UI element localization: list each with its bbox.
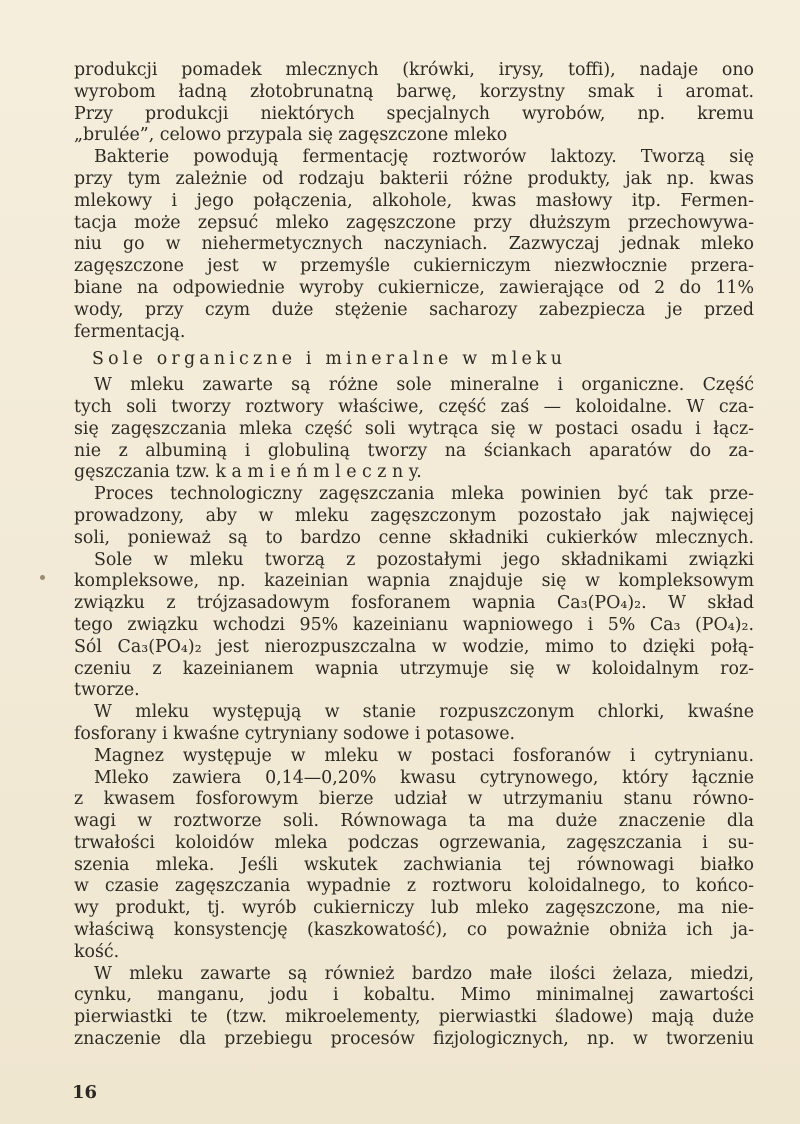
text-line: Magnez występuje w mleku w postaci fosforanów i cytrynianu.: [94, 745, 754, 766]
text-line: Sól Ca₃(PO₄)₂ jest nierozpuszczalna w wodzie, mimo to dzięki połą-: [74, 636, 754, 657]
text-line: tych soli tworzy roztwory właściwe, część zaś — koloidalne. W cza-: [74, 396, 754, 417]
text-line: fosforany i kwaśne cytryniany sodowe i potasowe.: [74, 723, 516, 744]
text-line: niu go w niehermetycznych naczyniach. Zazwyczaj jednak mleko: [74, 234, 754, 255]
text-line: tego związku wchodzi 95% kazeinianu wapniowego i 5% Ca₃ (PO₄)₂.: [74, 614, 754, 635]
text-line: szenia mleka. Jeśli wskutek zachwiania tej równowagi białko: [74, 854, 754, 875]
text-line: Przy produkcji niektórych specjalnych wyrobów, np. kremu: [74, 103, 754, 124]
text-line: znaczenie dla przebiegu procesów fizjologicznych, np. w tworzeniu: [74, 1029, 754, 1050]
text-line: związku z trójzasadowym fosforanem wapnia Ca₃(PO₄)₂. W skład: [74, 593, 754, 614]
text-line: wody, przy czym duże stężenie sacharozy zabezpiecza je przed: [74, 299, 754, 320]
text-line: w czasie zagęszczania wypadnie z roztworu koloidalnego, to końco-: [74, 876, 754, 897]
text-line: fermentacją.: [74, 321, 186, 342]
text-line: Mleko zawiera 0,14—0,20% kwasu cytrynowego, który łącznie: [94, 767, 754, 788]
text-line: mlekowy i jego połączenia, alkohole, kwas masłowy itp. Fermen-: [74, 190, 754, 211]
text-line: kość.: [74, 941, 120, 962]
text-line: wagi w roztworze soli. Równowaga ta ma duże znaczenie dla: [74, 811, 754, 832]
text-line: „brulée”, celowo przypala się zagęszczone mleko: [74, 125, 508, 146]
text-line: soli, ponieważ są to bardzo cenne składniki cukierków mlecznych.: [74, 527, 754, 548]
text-line: tacja może zepsuć mleko zagęszczone przy dłuższym przechowywa-: [74, 212, 754, 233]
text-line: przy tym zależnie od rodzaju bakterii różne produkty, jak np. kwas: [74, 168, 754, 189]
text-line: się zagęszczania mleka część soli wytrąca się w postaci osadu i łącz-: [74, 418, 754, 439]
text-line: W mleku występują w stanie rozpuszczonym chlorki, kwaśne: [94, 702, 754, 723]
text-line: z kwasem fosforowym bierze udział w utrzymaniu stanu równo-: [74, 789, 754, 810]
text-line: tworze.: [74, 680, 140, 701]
text-line: prowadzony, aby w mleku zagęszczonym pozostało jak najwięcej: [74, 505, 754, 526]
text-line: Sole w mleku tworzą z pozostałymi jego składnikami związki: [94, 549, 754, 570]
text-line: W mleku zawarte są różne sole mineralne i organiczne. Część: [94, 375, 754, 396]
text-line: gęszczania tzw. k a m i e ń m l e c z n y.: [74, 462, 422, 483]
section-heading: Sole organiczne i mineralne w mleku: [92, 349, 567, 370]
text-line: Proces technologiczny zagęszczania mleka powinien być tak prze-: [94, 484, 754, 505]
text-line: W mleku zawarte są również bardzo małe ilości żelaza, miedzi,: [94, 963, 754, 984]
margin-mark: [40, 575, 45, 580]
body-text: [74, 60, 754, 1051]
text-line: wy produkt, tj. wyrób cukierniczy lub mleko zagęszczone, ma nie-: [74, 898, 754, 919]
text-line: wyrobom ładną złotobrunatną barwę, korzystny smak i aromat.: [74, 81, 754, 102]
text-line: Bakterie powodują fermentację roztworów laktozy. Tworzą się: [94, 147, 754, 168]
text-line: kompleksowe, np. kazeinian wapnia znajduje się w kompleksowym: [74, 571, 754, 592]
text-line: biane na odpowiednie wyroby cukiernicze, zawierające od 2 do 11%: [74, 277, 754, 298]
text-line: cynku, manganu, jodu i kobaltu. Mimo minimalnej zawartości: [74, 985, 754, 1006]
page-number: 16: [72, 1082, 98, 1103]
text-line: pierwiastki te (tzw. mikroelementy, pierwiastki śladowe) mają duże: [74, 1007, 754, 1028]
text-line: produkcji pomadek mlecznych (krówki, irysy, toffi), nadaje ono: [74, 60, 754, 80]
text-line: zagęszczone jest w przemyśle cukierniczym niezwłocznie przera-: [74, 256, 754, 277]
text-line: czeniu z kazeinianem wapnia utrzymuje się w koloidalnym roz-: [74, 658, 754, 679]
text-line: właściwą konsystencję (kaszkowatość), co poważnie obniża ich ja-: [74, 920, 754, 941]
text-line: trwałości koloidów mleka podczas ogrzewania, zagęszczania i su-: [74, 832, 754, 853]
text-line: nie z albuminą i globuliną tworzy na ściankach aparatów do za-: [74, 440, 754, 461]
